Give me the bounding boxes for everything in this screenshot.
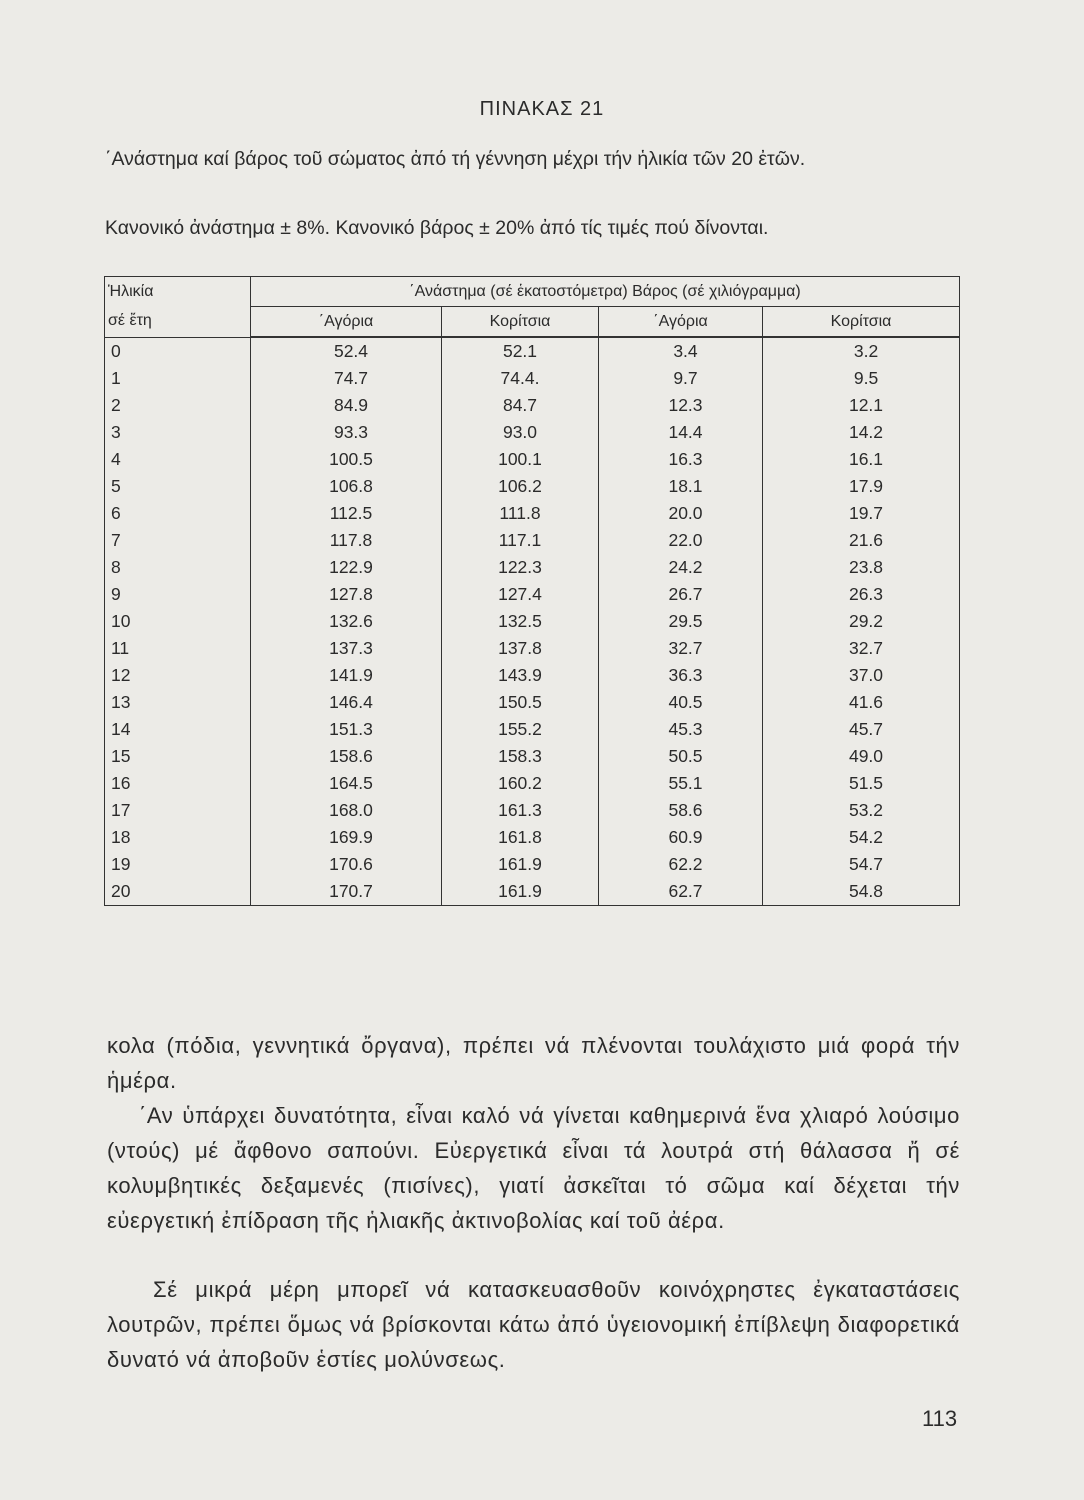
- girls-weight-cell: 41.6: [763, 689, 960, 716]
- girls-height-cell: 74.4.: [442, 365, 599, 392]
- girls-height-cell: 100.1: [442, 446, 599, 473]
- girls-height-cell: 93.0: [442, 419, 599, 446]
- table-row: [105, 878, 960, 906]
- boys-height-cell: 93.3: [251, 419, 442, 446]
- girls-weight-cell: 14.2: [763, 419, 960, 446]
- table-row: [105, 500, 960, 527]
- boys-weight-cell: 14.4: [599, 419, 763, 446]
- table-row: [105, 527, 960, 554]
- girls-height-cell: 111.8: [442, 500, 599, 527]
- boys-height-cell: 146.4: [251, 689, 442, 716]
- age-cell: 16: [105, 770, 251, 797]
- paragraph-1: κολα (πόδια, γεννητικά ὄργανα), πρέπει νά πλένονται τουλάχιστο μιά φορά τήν ἡμέρα.: [107, 1033, 960, 1093]
- age-cell: 11: [105, 635, 251, 662]
- boys-weight-cell: 62.2: [599, 851, 763, 878]
- girls-height-cell: 160.2: [442, 770, 599, 797]
- boys-height-cell: 164.5: [251, 770, 442, 797]
- girls-weight-cell: 37.0: [763, 662, 960, 689]
- boys-height-cell: 170.7: [251, 878, 442, 906]
- boys-weight-cell: 58.6: [599, 797, 763, 824]
- age-cell: 1: [105, 365, 251, 392]
- sub-header-boys-weight: ΄Αγόρια: [599, 307, 763, 338]
- girls-weight-cell: 26.3: [763, 581, 960, 608]
- boys-height-cell: 74.7: [251, 365, 442, 392]
- girls-weight-cell: 16.1: [763, 446, 960, 473]
- girls-height-cell: 132.5: [442, 608, 599, 635]
- page-number: 113: [922, 1406, 958, 1431]
- boys-weight-cell: 20.0: [599, 500, 763, 527]
- girls-height-cell: 161.9: [442, 851, 599, 878]
- girls-weight-cell: 51.5: [763, 770, 960, 797]
- girls-weight-cell: 49.0: [763, 743, 960, 770]
- table-body: [105, 337, 960, 906]
- boys-height-cell: 158.6: [251, 743, 442, 770]
- girls-weight-cell: 21.6: [763, 527, 960, 554]
- boys-weight-cell: 62.7: [599, 878, 763, 906]
- boys-weight-cell: 3.4: [599, 337, 763, 365]
- girls-weight-cell: 32.7: [763, 635, 960, 662]
- age-cell: 10: [105, 608, 251, 635]
- boys-height-cell: 122.9: [251, 554, 442, 581]
- girls-height-cell: 161.3: [442, 797, 599, 824]
- age-cell: 13: [105, 689, 251, 716]
- table-row: [105, 337, 960, 365]
- girls-weight-cell: 54.8: [763, 878, 960, 906]
- table-caption: ΄Ανάστημα καί βάρος τοῦ σώματος ἀπό τή γέννηση μέχρι τήν ἡλικία τῶν 20 ἐτῶν.: [105, 148, 806, 170]
- girls-height-cell: 143.9: [442, 662, 599, 689]
- table-row: [105, 662, 960, 689]
- boys-weight-cell: 22.0: [599, 527, 763, 554]
- girls-height-cell: 158.3: [442, 743, 599, 770]
- boys-height-cell: 137.3: [251, 635, 442, 662]
- girls-weight-cell: 54.7: [763, 851, 960, 878]
- boys-weight-cell: 12.3: [599, 392, 763, 419]
- girls-weight-cell: 54.2: [763, 824, 960, 851]
- age-cell: 12: [105, 662, 251, 689]
- age-cell: 4: [105, 446, 251, 473]
- age-cell: 14: [105, 716, 251, 743]
- girls-weight-cell: 19.7: [763, 500, 960, 527]
- table-row: [105, 689, 960, 716]
- table-row: [105, 554, 960, 581]
- table-row: [105, 743, 960, 770]
- age-cell: 5: [105, 473, 251, 500]
- sub-header-boys-height: ΄Αγόρια: [251, 307, 442, 338]
- girls-weight-cell: 23.8: [763, 554, 960, 581]
- table-row: [105, 797, 960, 824]
- boys-weight-cell: 16.3: [599, 446, 763, 473]
- girls-height-cell: 155.2: [442, 716, 599, 743]
- boys-height-cell: 127.8: [251, 581, 442, 608]
- age-header: [105, 277, 251, 338]
- table-row: [105, 770, 960, 797]
- table-row: [105, 581, 960, 608]
- boys-height-cell: 151.3: [251, 716, 442, 743]
- age-cell: 8: [105, 554, 251, 581]
- table-row: [105, 446, 960, 473]
- girls-weight-cell: 3.2: [763, 337, 960, 365]
- girls-weight-cell: 12.1: [763, 392, 960, 419]
- age-cell: 19: [105, 851, 251, 878]
- age-header-line2: σέ ἔτη: [108, 312, 152, 329]
- boys-height-cell: 132.6: [251, 608, 442, 635]
- girls-weight-cell: 53.2: [763, 797, 960, 824]
- boys-weight-cell: 29.5: [599, 608, 763, 635]
- boys-weight-cell: 40.5: [599, 689, 763, 716]
- table-title: ΠΙΝΑΚΑΣ 21: [479, 98, 605, 120]
- sub-header-girls-weight: Κορίτσια: [763, 307, 960, 338]
- table-row: [105, 635, 960, 662]
- girls-height-cell: 137.8: [442, 635, 599, 662]
- girls-height-cell: 161.8: [442, 824, 599, 851]
- girls-height-cell: 117.1: [442, 527, 599, 554]
- age-cell: 17: [105, 797, 251, 824]
- boys-weight-cell: 9.7: [599, 365, 763, 392]
- age-cell: 6: [105, 500, 251, 527]
- girls-height-cell: 122.3: [442, 554, 599, 581]
- boys-height-cell: 168.0: [251, 797, 442, 824]
- age-cell: 2: [105, 392, 251, 419]
- girls-weight-cell: 17.9: [763, 473, 960, 500]
- girls-weight-cell: 45.7: [763, 716, 960, 743]
- age-cell: 9: [105, 581, 251, 608]
- table-row: [105, 419, 960, 446]
- sub-header-girls-height: Κορίτσια: [442, 307, 599, 338]
- age-cell: 15: [105, 743, 251, 770]
- boys-height-cell: 84.9: [251, 392, 442, 419]
- girls-weight-cell: 29.2: [763, 608, 960, 635]
- boys-height-cell: 117.8: [251, 527, 442, 554]
- girls-height-cell: 84.7: [442, 392, 599, 419]
- girls-height-cell: 161.9: [442, 878, 599, 906]
- boys-weight-cell: 26.7: [599, 581, 763, 608]
- age-header-line1: Ἡλικία: [108, 283, 154, 300]
- boys-weight-cell: 24.2: [599, 554, 763, 581]
- table-row: [105, 824, 960, 851]
- boys-weight-cell: 50.5: [599, 743, 763, 770]
- age-cell: 7: [105, 527, 251, 554]
- boys-weight-cell: 55.1: [599, 770, 763, 797]
- table-row: [105, 851, 960, 878]
- boys-weight-cell: 32.7: [599, 635, 763, 662]
- boys-weight-cell: 18.1: [599, 473, 763, 500]
- boys-weight-cell: 60.9: [599, 824, 763, 851]
- table-row: [105, 473, 960, 500]
- table-row: [105, 608, 960, 635]
- girls-height-cell: 127.4: [442, 581, 599, 608]
- age-cell: 18: [105, 824, 251, 851]
- height-weight-table: [104, 276, 960, 906]
- age-cell: 20: [105, 878, 251, 906]
- table-row: [105, 365, 960, 392]
- table-note: Κανονικό ἀνάστημα ± 8%. Κανονικό βάρος ± 20% ἀπό τίς τιμές πού δίνονται.: [105, 217, 769, 239]
- boys-weight-cell: 36.3: [599, 662, 763, 689]
- boys-height-cell: 169.9: [251, 824, 442, 851]
- boys-height-cell: 52.4: [251, 337, 442, 365]
- boys-height-cell: 170.6: [251, 851, 442, 878]
- paragraph-2: ΄Αν ὑπάρχει δυνατότητα, εἶναι καλό νά γίνεται καθημερινά ἕνα χλιαρό λούσιμο (ντούς) μέ ἄφθονο σαπούνι. Εὐεργετικά εἶναι τά λουτρά στή θάλασσα ἤ σέ κολυμβητικές δεξαμενές (πισίνες), γιατί ἀσκεῖται τό σῶμα καί δέχεται τήν εὐεργετική ἐπίδραση τῆς ἡλιακῆς ἀκτινοβολίας καί τοῦ ἀέρα.: [107, 1103, 960, 1233]
- table-row: [105, 716, 960, 743]
- boys-height-cell: 112.5: [251, 500, 442, 527]
- boys-weight-cell: 45.3: [599, 716, 763, 743]
- boys-height-cell: 141.9: [251, 662, 442, 689]
- group-header: ΄Ανάστημα (σέ ἑκατοστόμετρα) Βάρος (σέ χιλιόγραμμα): [251, 277, 960, 307]
- age-cell: 3: [105, 419, 251, 446]
- age-cell: 0: [105, 337, 251, 365]
- girls-height-cell: 52.1: [442, 337, 599, 365]
- boys-height-cell: 100.5: [251, 446, 442, 473]
- table-row: [105, 392, 960, 419]
- girls-height-cell: 106.2: [442, 473, 599, 500]
- girls-height-cell: 150.5: [442, 689, 599, 716]
- boys-height-cell: 106.8: [251, 473, 442, 500]
- paragraph-3: Σέ μικρά μέρη μπορεῖ νά κατασκευασθοῦν κοινόχρηστες ἐγκαταστάσεις λουτρῶν, πρέπει ὅμως νά βρίσκονται κάτω ἀπό ὑγειονομική ἐπίβλεψη διαφορετικά δυνατό νά ἀποβοῦν ἑστίες μολύνσεως.: [107, 1277, 960, 1372]
- girls-weight-cell: 9.5: [763, 365, 960, 392]
